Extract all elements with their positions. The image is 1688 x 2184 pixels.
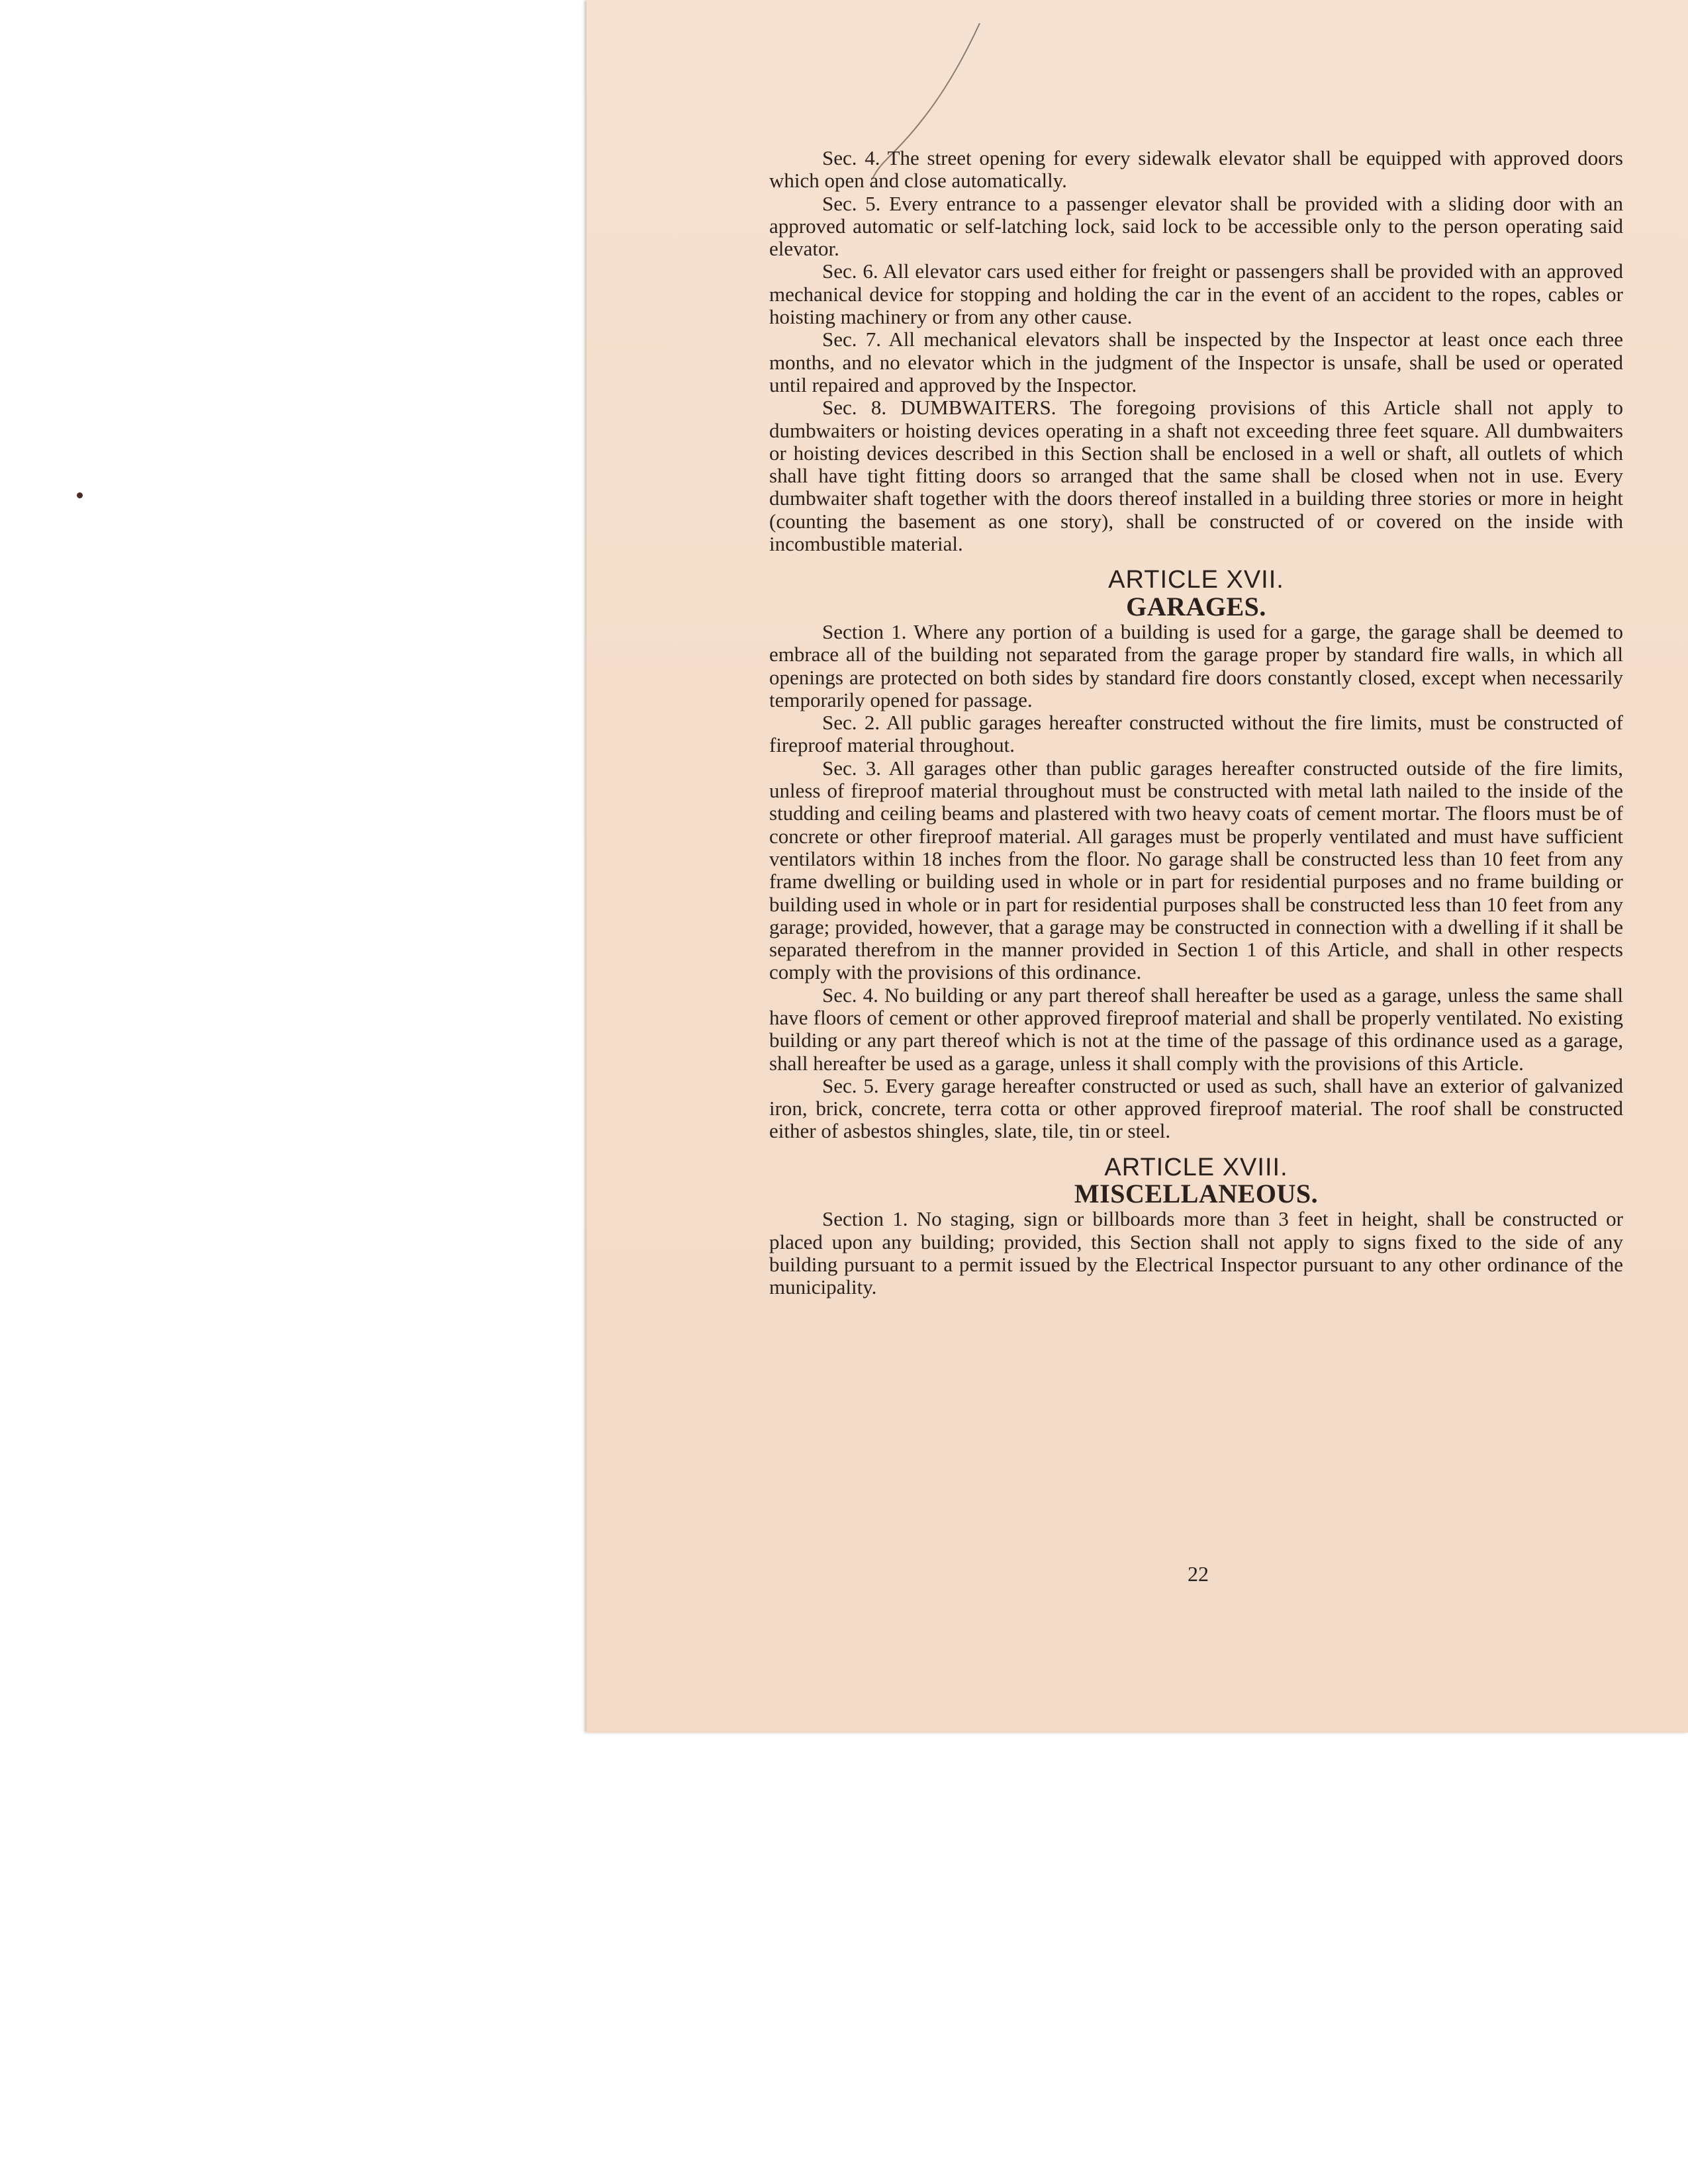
- article-heading: ARTICLE XVII.: [1108, 566, 1284, 594]
- article-title: MISCELLANEOUS.: [1074, 1179, 1319, 1209]
- paragraph-sec-2: Sec. 2. All public garages hereafter constructed without the fire limits, must be constructed of fireproof material throughout.: [769, 711, 1623, 757]
- paragraph-section-1: Section 1. Where any portion of a building is used for a garge, the garage shall be deemed to embrace all of the building not separated from the garage proper by standard fire walls, in which all openings are protected on both sides by standard fire doors constantly closed, except when necessarily temporarily opened for passage.: [769, 619, 1623, 711]
- paragraph-sec-5: Sec. 5. Every garage hereafter constructed or used as such, shall have an exterior of galvanized iron, brick, concrete, terra cotta or other approved fireproof material. The roof shall be constructed either of asbestos shingles, slate, tile, tin or steel.: [769, 1073, 1623, 1143]
- paragraph-sec-8: Sec. 8. DUMBWAITERS. The foregoing provisions of this Article shall not apply to dumbwaiters or hoisting devices operating in a shaft not exceeding three feet square. All dumbwaiters or hoisting devices described in this Section shall be enclosed in a well or shaft, all outlets of which shall have tight fitting doors so arranged that the same shall be closed when not in use. Every dumbwaiter shaft together with the doors thereof installed in a building three stories or more in height (counting the basement as one story), shall be constructed of or covered on the inside with incombustible material.: [769, 396, 1623, 556]
- paragraph-sec-4: Sec. 4. The street opening for every sidewalk elevator shall be equipped with approved doors which open and close automatically.: [769, 146, 1623, 193]
- paragraph-sec-5: Sec. 5. Every entrance to a passenger elevator shall be provided with a sliding door with an approved automatic or self-latching lock, said lock to be accessible only to the person operating said elevator.: [769, 191, 1623, 261]
- article-title: GARAGES.: [1126, 591, 1266, 621]
- paragraph-sec-3: Sec. 3. All garages other than public garages hereafter constructed outside of the fire limits, unless of fireproof material throughout must be constructed with metal lath nailed to the inside of the studding and ceiling beams and plastered with two heavy coats of cement mortar. The floors must be of concrete or other fireproof material. All garages must be properly ventilated and must have sufficient ventilators within 18 inches from the floor. No garage shall be constructed less than 10 feet from any frame dwelling or building used in whole or in part for residential purposes and no frame building or building used in whole or in part for residential purposes shall be constructed less than 10 feet from any garage; provided, however, that a garage may be constructed in connection with a dwelling if it shall be separated therefrom in the manner provided in Section 1 of this Article, and shall in other respects comply with the provisions of this ordinance.: [769, 756, 1623, 984]
- paragraph-sec-7: Sec. 7. All mechanical elevators shall be inspected by the Inspector at least once each three months, and no elevator which in the judgment of the Inspector is unsafe, shall be used or operated until repaired and approved by the Inspector.: [769, 328, 1623, 396]
- article-xvii: [769, 566, 1623, 1143]
- paragraph-section-1: Section 1. No staging, sign or billboards more than 3 feet in height, shall be constructed or placed upon any building; provided, this Section shall not apply to signs fixed to the side of any building pursuant to a permit issued by the Electrical Inspector pursuant to any other ordinance of the municipality.: [769, 1207, 1623, 1299]
- document-body: [769, 147, 1623, 1299]
- article-xvi-continued: [769, 147, 1623, 555]
- paragraph-sec-4: Sec. 4. No building or any part thereof shall hereafter be used as a garage, unless the same shall have floors of cement or other approved fireproof material and shall be properly ventilated. No existing building or any part thereof which is not at the time of the passage of this ordinance used as a garage, shall hereafter be used as a garage, unless it shall comply with the provisions of this Article.: [769, 983, 1623, 1075]
- paragraph-sec-6: Sec. 6. All elevator cars used either for freight or passengers shall be provided with an approved mechanical device for stopping and holding the car in the event of an accident to the ropes, cables or hoisting machinery or from any other cause.: [769, 259, 1623, 329]
- ink-speck: [77, 492, 83, 498]
- article-heading: ARTICLE XVIII.: [1104, 1153, 1288, 1181]
- page-number: 22: [1188, 1562, 1209, 1586]
- article-xviii: [769, 1153, 1623, 1299]
